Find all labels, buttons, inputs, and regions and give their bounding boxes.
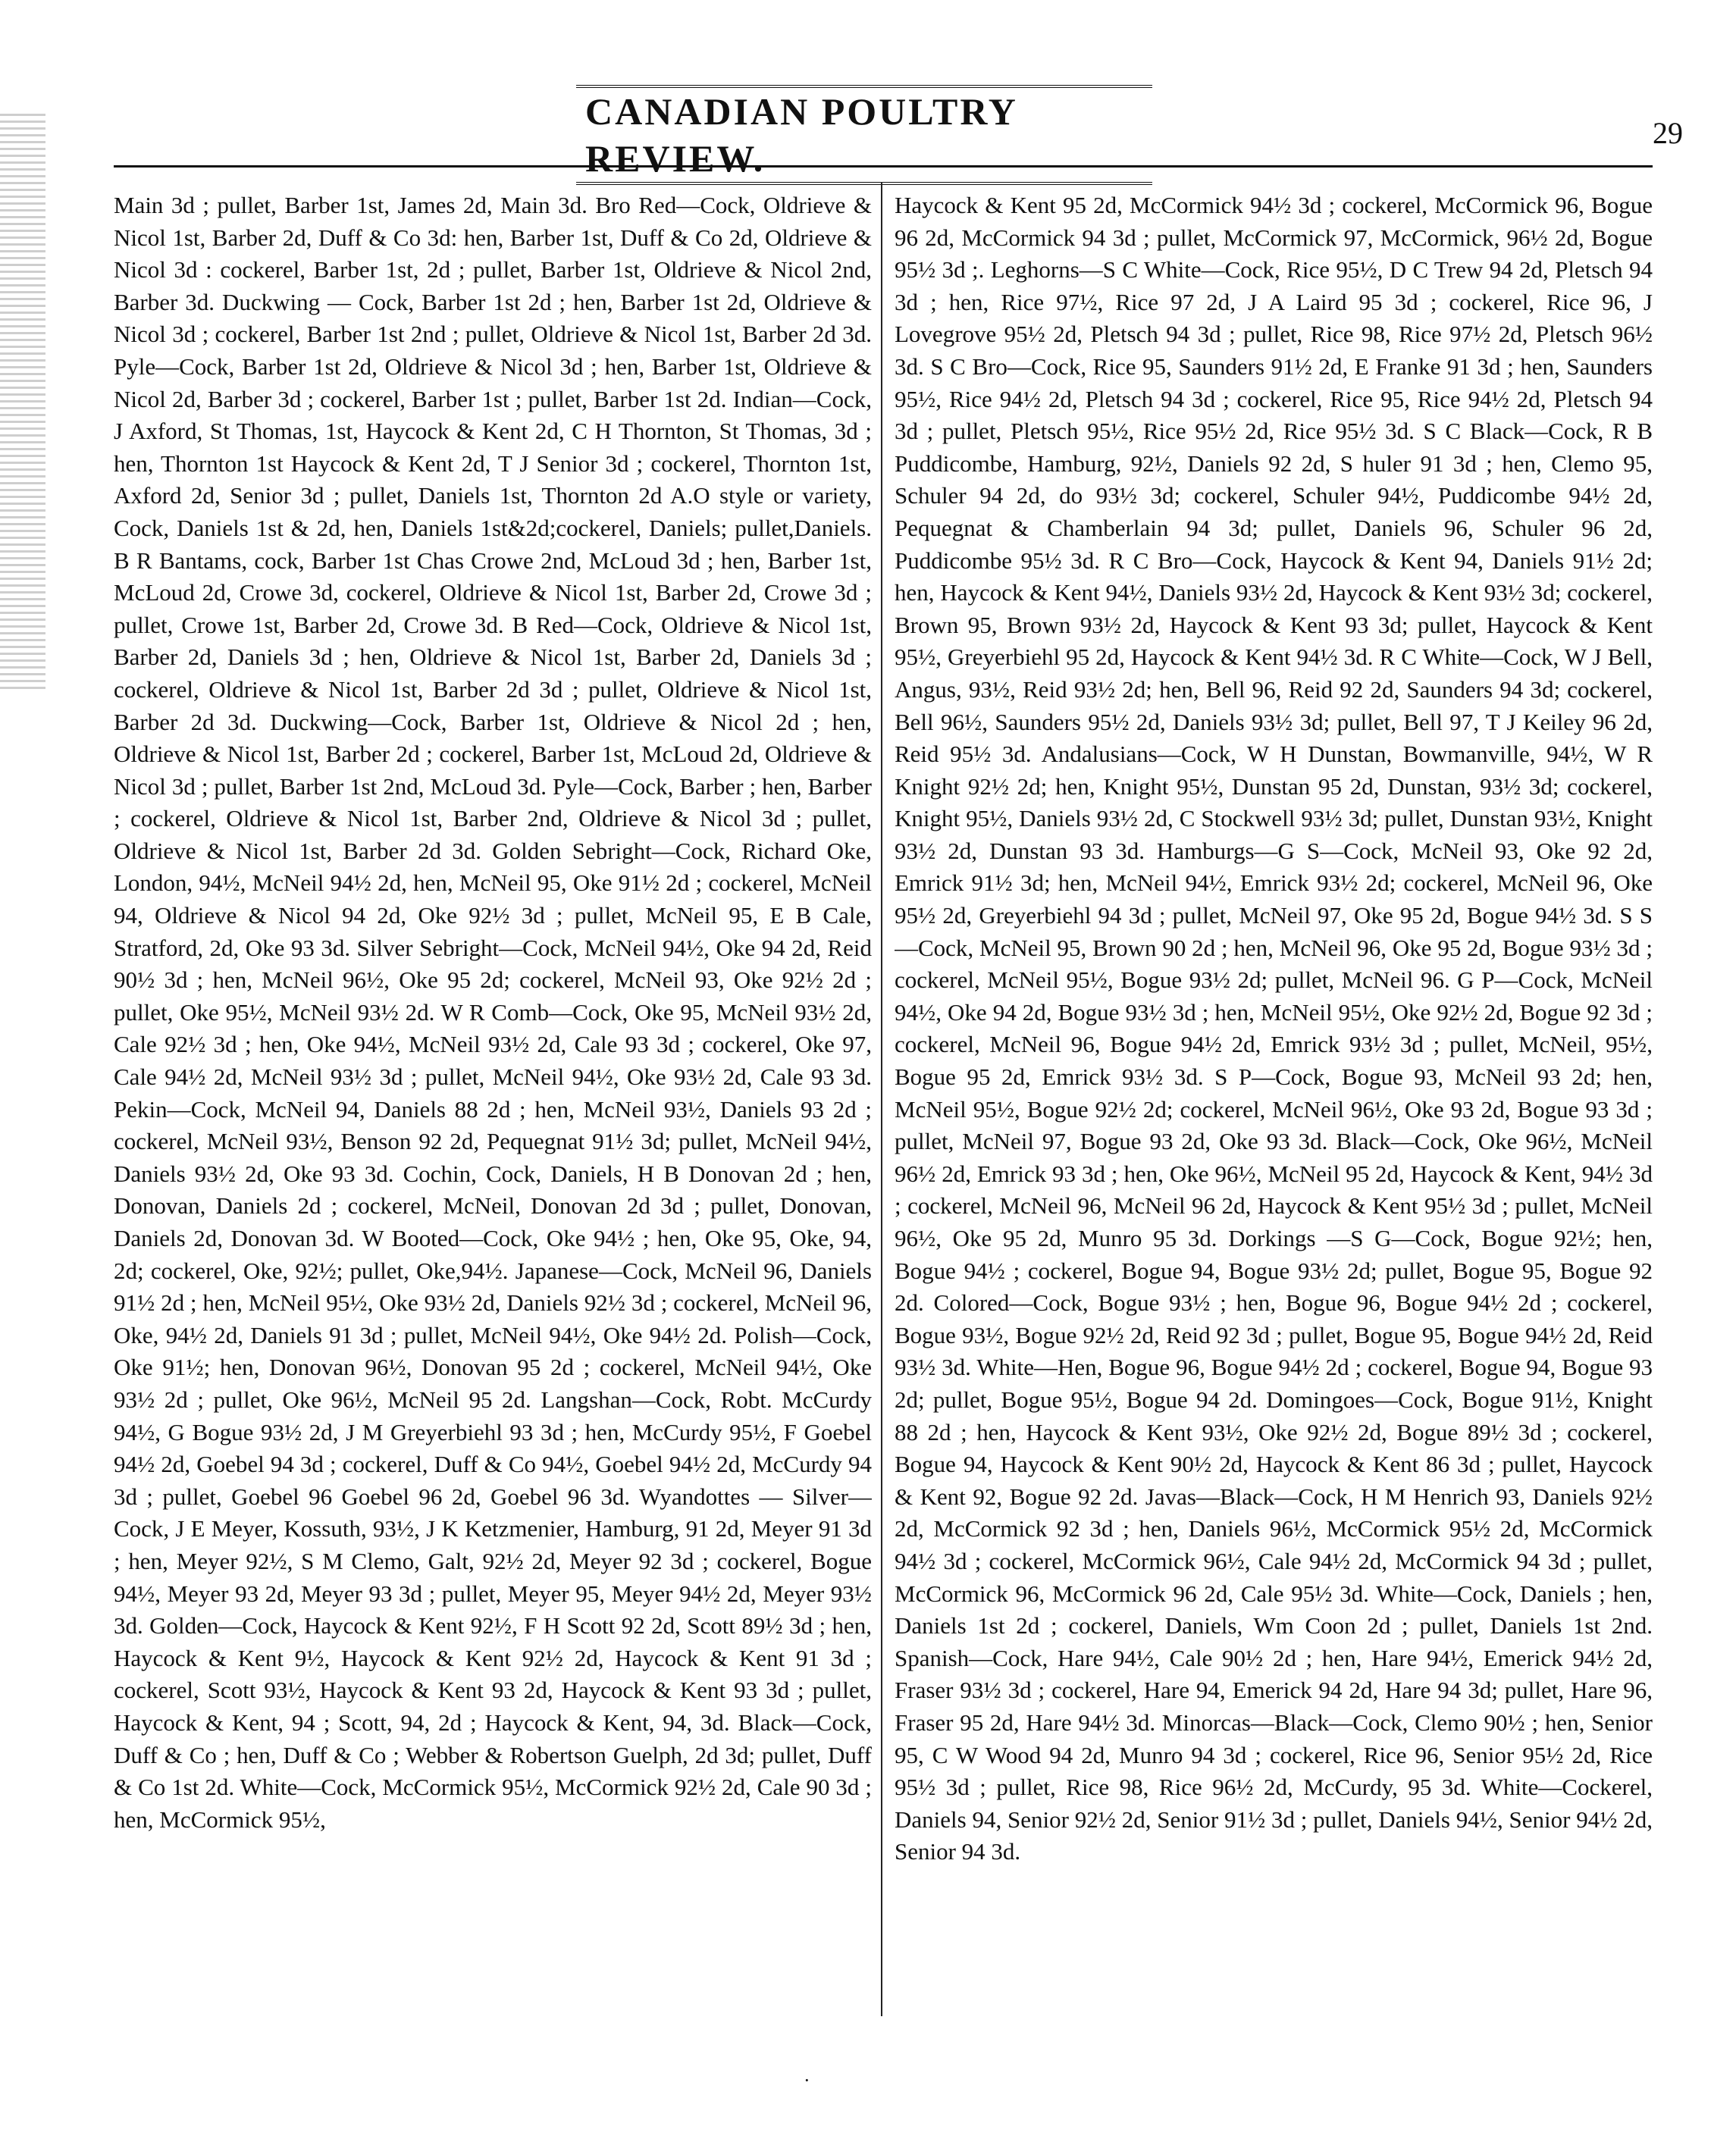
bottom-speck: · [804, 2069, 810, 2091]
page-number: 29 [1653, 116, 1683, 150]
column-divider [881, 182, 882, 2016]
header-rule [114, 165, 1653, 168]
right-column-text: Haycock & Kent 95 2d, McCormick 94½ 3d ; cockerel, McCormick 96, Bogue 96 2d, McCormick 94 3d ; pullet, McCormick 97, McCormick, 96½ 2d, Bogue 95½ 3d ;. Leghorns—S C White—Cock, Rice 95½, D C Trew 94 2d, Pletsch 94 3d ; hen, Rice 97½, Rice 97 2d, J A Laird 95 3d ; cockerel, Rice 96, J Lovegrove 95½ 2d, Pletsch 94 3d ; pullet, Rice 98, Rice 97½ 2d, Pletsch 96½ 3d. S C Bro—Cock, Rice 95, Saunders 91½ 2d, E Franke 91 3d ; hen, Saunders 95½, Rice 94½ 2d, Pletsch 94 3d ; cockerel, Rice 95, Rice 94½ 2d, Pletsch 94 3d ; pullet, Pletsch 95½, Rice 95½ 2d, Rice 95½ 3d. S C Black—Cock, R B Puddicombe, Hamburg, 92½, Daniels 92 2d, S huler 91 3d ; hen, Clemo 95, Schuler 94 2d, do 93½ 3d; cockerel, Schuler 94½, Puddicombe 94½ 2d, Pequegnat & Chamberlain 94 3d; pullet, Daniels 96, Schuler 96 2d, Puddicombe 95½ 3d. R C Bro—Cock, Haycock & Kent 94, Daniels 91½ 2d; hen, Haycock & Kent 94½, Daniels 93½ 2d, Haycock & Kent 93½ 3d; cockerel, Brown 95, Brown 93½ 2d, Haycock & Kent 93 3d; pullet, Haycock & Kent 95½, Greyerbiehl 95 2d, Haycock & Kent 94½ 3d. R C White—Cock, W J Bell, Angus, 93½, Reid 93½ 2d; hen, Bell 96, Reid 92 2d, Saunders 94 3d; cockerel, Bell 96½, Saunders 95½ 2d, Daniels 93½ 3d; pullet, Bell 97, T J Keiley 96 2d, Reid 95½ 3d. Andalusians—Cock, W H Dunstan, Bowmanville, 94½, W R Knight 92½ 2d; hen, Knight 95½, Dunstan 95 2d, Dunstan, 93½ 3d; cockerel, Knight 95½, Daniels 93½ 2d, C Stockwell 93½ 3d; pullet, Dunstan 93½, Knight 93½ 2d, Dunstan 93 3d. Hamburgs—G S—Cock, McNeil 93, Oke 92 2d, Emrick 91½ 3d; hen, McNeil 94½, Emrick 93½ 2d; cockerel, McNeil 96, Oke 95½ 2d, Greyerbiehl 94 3d ; pullet, McNeil 97, Oke 95 2d, Bogue 94½ 3d. S S—Cock, McNeil 95, Brown 90 2d ; hen, McNeil 96, Oke 95 2d, Bogue 93½ 3d ; cockerel, McNeil 95½, Bogue 93½ 2d; pullet, McNeil 96. G P—Cock, McNeil 94½, Oke 94 2d, Bogue 93½ 3d ; hen, McNeil 95½, Oke 92½ 2d, Bogue 92 3d ; cockerel, McNeil 96, Bogue 94½ 2d, Emrick 93½ 3d ; pullet, McNeil, 95½, Bogue 95 2d, Emrick 93½ 3d. S P—Cock, Bogue 93, McNeil 93 2d; hen, McNeil 95½, Bogue 92½ 2d; cockerel, McNeil 96½, Oke 93 2d, Bogue 93 3d ; pullet, McNeil 97, Bogue 93 2d, Oke 93 3d. Black—Cock, Oke 96½, McNeil 96½ 2d, Emrick 93 3d ; hen, Oke 96½, McNeil 95 2d, Haycock & Kent, 94½ 3d ; cockerel, McNeil 96, McNeil 96 2d, Haycock & Kent 95½ 3d ; pullet, McNeil 96½, Oke 95 2d, Munro 95 3d. Dorkings —S G—Cock, Bogue 92½; hen, Bogue 94½ ; cockerel, Bogue 94, Bogue 93½ 2d; pullet, Bogue 95, Bogue 92 2d. Colored—Cock, Bogue 93½ ; hen, Bogue 96, Bogue 94½ 2d ; cockerel, Bogue 93½, Bogue 92½ 2d, Reid 92 3d ; pullet, Bogue 95, Bogue 94½ 2d, Reid 93½ 3d. White—Hen, Bogue 96, Bogue 94½ 2d ; cockerel, Bogue 94, Bogue 93 2d; pullet, Bogue 95½, Bogue 94 2d. Domingoes—Cock, Bogue 91½, Knight 88 2d ; hen, Haycock & Kent 93½, Oke 92½ 2d, Bogue 89½ 3d ; cockerel, Bogue 94, Haycock & Kent 90½ 2d, Haycock & Kent 86 3d ; pullet, Haycock & Kent 92, Bogue 92 2d. Javas—Black—Cock, H M Henrich 93, Daniels 92½ 2d, McCormick 92 3d ; hen, Daniels 96½, McCormick 95½ 2d, McCormick 94½ 3d ; cockerel, McCormick 96½, Cale 94½ 2d, McCormick 94 3d ; pullet, McCormick 96, McCormick 96 2d, Cale 95½ 3d. White—Cock, Daniels ; hen, Daniels 1st 2d ; cockerel, Daniels, Wm Coon 2d ; pullet, Daniels 1st 2nd. Spanish—Cock, Hare 94½, Cale 90½ 2d ; hen, Hare 94½, Emerick 94½ 2d, Fraser 93½ 3d ; cockerel, Hare 94, Emerick 94 2d, Hare 94 3d; pullet, Hare 96, Fraser 95 2d, Hare 94½ 3d. Minorcas—Black—Cock, Clemo 90½ ; hen, Senior 95, C W Wood 94 2d, Munro 94 3d ; cockerel, Rice 96, Senior 95½ 2d, Rice 95½ 3d ; pullet, Rice 98, Rice 96½ 2d, McCurdy, 95 3d. White—Cockerel, Daniels 94, Senior 92½ 2d, Senior 91½ 3d ; pullet, Daniels 94½, Senior 94½ 2d, Senior 94 3d. [895, 192, 1653, 1865]
scan-edge-artifact [0, 114, 45, 690]
masthead [576, 90, 1152, 180]
masthead-title: CANADIAN POULTRY REVIEW. [576, 85, 1152, 185]
left-column-text: Main 3d ; pullet, Barber 1st, James 2d, Main 3d. Bro Red—Cock, Oldrieve & Nicol 1st, Barber 2d, Duff & Co 3d: hen, Barber 1st, Duff & Co 2d, Oldrieve & Nicol 3d : cockerel, Barber 1st, 2d ; pullet, Barber 1st, Oldrieve & Nicol 2nd, Barber 3d. Duckwing — Cock, Barber 1st 2d ; hen, Barber 1st 2d, Oldrieve & Nicol 3d ; cockerel, Barber 1st 2nd ; pullet, Oldrieve & Nicol 1st, Barber 2d 3d. Pyle—Cock, Barber 1st 2d, Oldrieve & Nicol 3d ; hen, Barber 1st, Oldrieve & Nicol 2d, Barber 3d ; cockerel, Barber 1st ; pullet, Barber 1st 2d. Indian—Cock, J Axford, St Thomas, 1st, Haycock & Kent 2d, C H Thornton, St Thomas, 3d ; hen, Thornton 1st Haycock & Kent 2d, T J Senior 3d ; cockerel, Thornton 1st, Axford 2d, Senior 3d ; pullet, Daniels 1st, Thornton 2d A.O style or variety, Cock, Daniels 1st & 2d, hen, Daniels 1st&2d;cockerel, Daniels; pullet,Daniels. B R Bantams, cock, Barber 1st Chas Crowe 2nd, McLoud 3d ; hen, Barber 1st, McLoud 2d, Crowe 3d, cockerel, Oldrieve & Nicol 1st, Barber 2d, Crowe 3d ; pullet, Crowe 1st, Barber 2d, Crowe 3d. B Red—Cock, Oldrieve & Nicol 1st, Barber 2d, Daniels 3d ; hen, Oldrieve & Nicol 1st, Barber 2d, Daniels 3d ; cockerel, Oldrieve & Nicol 1st, Barber 2d 3d ; pullet, Oldrieve & Nicol 1st, Barber 2d 3d. Duckwing—Cock, Barber 1st, Oldrieve & Nicol 2d ; hen, Oldrieve & Nicol 1st, Barber 2d ; cockerel, Barber 1st, McLoud 2d, Oldrieve & Nicol 3d ; pullet, Barber 1st 2nd, McLoud 3d. Pyle—Cock, Barber ; hen, Barber ; cockerel, Oldrieve & Nicol 1st, Barber 2nd, Oldrieve & Nicol 3d ; pullet, Oldrieve & Nicol 1st, Barber 2d 3d. Golden Sebright—Cock, Richard Oke, London, 94½, McNeil 94½ 2d, hen, McNeil 95, Oke 91½ 2d ; cockerel, McNeil 94, Oldrieve & Nicol 94 2d, Oke 92½ 3d ; pullet, McNeil 95, E B Cale, Stratford, 2d, Oke 93 3d. Silver Sebright—Cock, McNeil 94½, Oke 94 2d, Reid 90½ 3d ; hen, McNeil 96½, Oke 95 2d; cockerel, McNeil 93, Oke 92½ 2d ; pullet, Oke 95½, McNeil 93½ 2d. W R Comb—Cock, Oke 95, McNeil 93½ 2d, Cale 92½ 3d ; hen, Oke 94½, McNeil 93½ 2d, Cale 93 3d ; cockerel, Oke 97, Cale 94½ 2d, McNeil 93½ 3d ; pullet, McNeil 94½, Oke 93½ 2d, Cale 93 3d. Pekin—Cock, McNeil 94, Daniels 88 2d ; hen, McNeil 93½, Daniels 93 2d ; cockerel, McNeil 93½, Benson 92 2d, Pequegnat 91½ 3d; pullet, McNeil 94½, Daniels 93½ 2d, Oke 93 3d. Cochin, Cock, Daniels, H B Donovan 2d ; hen, Donovan, Daniels 2d ; cockerel, McNeil, Donovan 2d 3d ; pullet, Donovan, Daniels 2d, Donovan 3d. W Booted—Cock, Oke 94½ ; hen, Oke 95, Oke, 94, 2d; cockerel, Oke, 92½; pullet, Oke,94½. Japanese—Cock, McNeil 96, Daniels 91½ 2d ; hen, McNeil 95½, Oke 93½ 2d, Daniels 92½ 3d ; cockerel, McNeil 96, Oke, 94½ 2d, Daniels 91 3d ; pullet, McNeil 94½, Oke 94½ 2d. Polish—Cock, Oke 91½; hen, Donovan 96½, Donovan 95 2d ; cockerel, McNeil 94½, Oke 93½ 2d ; pullet, Oke 96½, McNeil 95 2d. Langshan—Cock, Robt. McCurdy 94½, G Bogue 93½ 2d, J M Greyerbiehl 93 3d ; hen, McCurdy 95½, F Goebel 94½ 2d, Goebel 94 3d ; cockerel, Duff & Co 94½, Goebel 94½ 2d, McCurdy 94 3d ; pullet, Goebel 96 Goebel 96 2d, Goebel 96 3d. Wyandottes — Silver—Cock, J E Meyer, Kossuth, 93½, J K Ketzmenier, Hamburg, 91 2d, Meyer 91 3d ; hen, Meyer 92½, S M Clemo, Galt, 92½ 2d, Meyer 92 3d ; cockerel, Bogue 94½, Meyer 93 2d, Meyer 93 3d ; pullet, Meyer 95, Meyer 94½ 2d, Meyer 93½ 3d. Golden—Cock, Haycock & Kent 92½, F H Scott 92 2d, Scott 89½ 3d ; hen, Haycock & Kent 9½, Haycock & Kent 92½ 2d, Haycock & Kent 91 3d ; cockerel, Scott 93½, Haycock & Kent 93 2d, Haycock & Kent 93 3d ; pullet, Haycock & Kent, 94 ; Scott, 94, 2d ; Haycock & Kent, 94, 3d. Black—Cock, Duff & Co ; hen, Duff & Co ; Webber & Robertson Guelph, 2d 3d; pullet, Duff & Co 1st 2d. White—Cock, McCormick 95½, McCormick 92½ 2d, Cale 90 3d ; hen, McCormick 95½, [114, 192, 872, 1833]
